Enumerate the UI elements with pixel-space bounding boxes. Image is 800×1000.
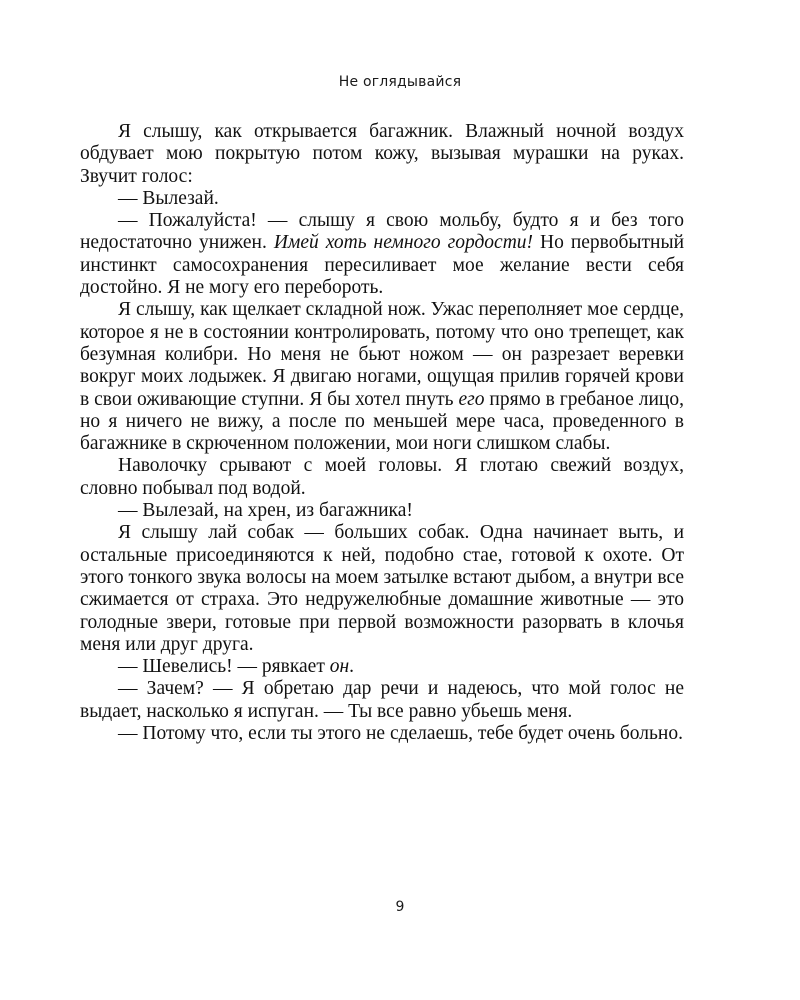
page-number: 9 bbox=[395, 899, 405, 915]
paragraph-10: — Потому что, если ты этого не сделаешь, тебе будет очень больно. bbox=[118, 723, 683, 745]
italic-emphasis: он bbox=[329, 656, 350, 678]
paragraph-3: — Пожалуйста! — слышу я свою мольбу, будто я и без того недостаточно унижен. Имей хоть немного гордости! Но первобытный инстинкт самосохранения пересиливает мое желание вести себя достойно. Я не могу его перебороть. bbox=[80, 210, 684, 299]
paragraph-2: — Вылезай. bbox=[118, 187, 219, 209]
paragraph-6: — Вылезай, на хрен, из багажника! bbox=[118, 500, 413, 522]
paragraph-4: Я слышу, как щелкает складной нож. Ужас переполняет мое сердце, которое я не в состоянии контролировать, потому что оно трепещет, как безумная колибри. Но меня не бьют ножом — он разрезает веревки вокруг моих лодыжек. Я двигаю ногами, ощущая прилив горячей крови в свои оживающие ступни. Я бы хотел пнуть его прямо в гребаное лицо, но я ничего не вижу, а после по меньшей мере часа, проведенного в багажнике в скрюченном положении, мои ноги слишком слабы. bbox=[80, 299, 684, 455]
paragraph-7: Я слышу лай собак — больших собак. Одна начинает выть, и остальные присоединяются к ней, подобно стае, готовой к охоте. От этого тонкого звука волосы на моем затылке встают дыбом, а внутри все сжимается от страха. Это недружелюбные домашние животные — это голодные звери, готовые при первой возможности разорвать в клочья меня или друг друга. bbox=[80, 522, 684, 655]
running-head: Не оглядывайся bbox=[338, 74, 462, 90]
body-text bbox=[80, 121, 684, 745]
italic-thought: Имей хоть немного гордости! bbox=[273, 232, 534, 254]
italic-emphasis: его bbox=[458, 388, 485, 410]
paragraph-5: Наволочку срывают с моей головы. Я глотаю свежий воздух, словно побывал под водой. bbox=[80, 455, 684, 499]
paragraph-9: — Зачем? — Я обретаю дар речи и надеюсь, что мой голос не выдает, насколько я испуган. — Ты все равно убьешь меня. bbox=[80, 678, 684, 722]
paragraph-1: Я слышу, как открывается багажник. Влажный ночной воздух обдувает мою покрытую потом кожу, вызывая мурашки на руках. Звучит голос: bbox=[80, 121, 684, 187]
paragraph-8: — Шевелись! — рявкает он. bbox=[118, 656, 355, 678]
